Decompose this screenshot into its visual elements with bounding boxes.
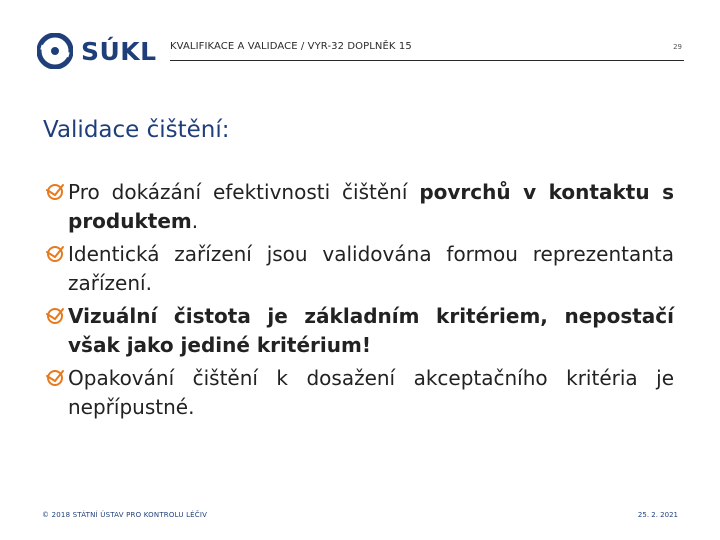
bullet-text: [68, 178, 674, 236]
slide-title: Validace čištění:: [43, 117, 230, 143]
sukl-logo-icon: [37, 33, 73, 69]
header-title: KVALIFIKACE A VALIDACE / VYR-32 DOPLNĚK 15: [170, 41, 412, 52]
logo-text: SÚKL: [81, 36, 157, 66]
header-divider: [170, 60, 684, 61]
bullet-text-part-bold: povrchů v kontaktu s produktem: [68, 180, 674, 233]
bullet-item: [46, 240, 674, 298]
check-circle-bullet-icon: [46, 369, 68, 391]
footer-date: 25. 2. 2021: [637, 511, 678, 519]
bullet-item: [46, 364, 674, 422]
footer-copyright: © 2018 STÁTNÍ ÚSTAV PRO KONTROLU LÉČIV: [42, 511, 208, 519]
page-number: 29: [673, 43, 682, 51]
bullet-text: Opakování čištění k dosažení akceptačního kritéria je nepřípustné.: [68, 366, 674, 419]
bullet-list: [46, 178, 674, 426]
check-circle-bullet-icon: [46, 183, 68, 205]
bullet-text-part: Pro dokázání efektivnosti čištění: [68, 180, 420, 204]
check-circle-bullet-icon: [46, 307, 68, 329]
bullet-text-part: .: [191, 209, 199, 233]
sukl-logo: [37, 33, 157, 69]
check-circle-bullet-icon: [46, 245, 68, 267]
bullet-item: [46, 302, 674, 360]
bullet-text: Identická zařízení jsou validována formou reprezentanta zařízení.: [68, 242, 674, 295]
bullet-text: Vizuální čistota je základním kritériem, nepostačí však jako jediné kritérium!: [68, 304, 674, 357]
bullet-item: [46, 178, 674, 236]
